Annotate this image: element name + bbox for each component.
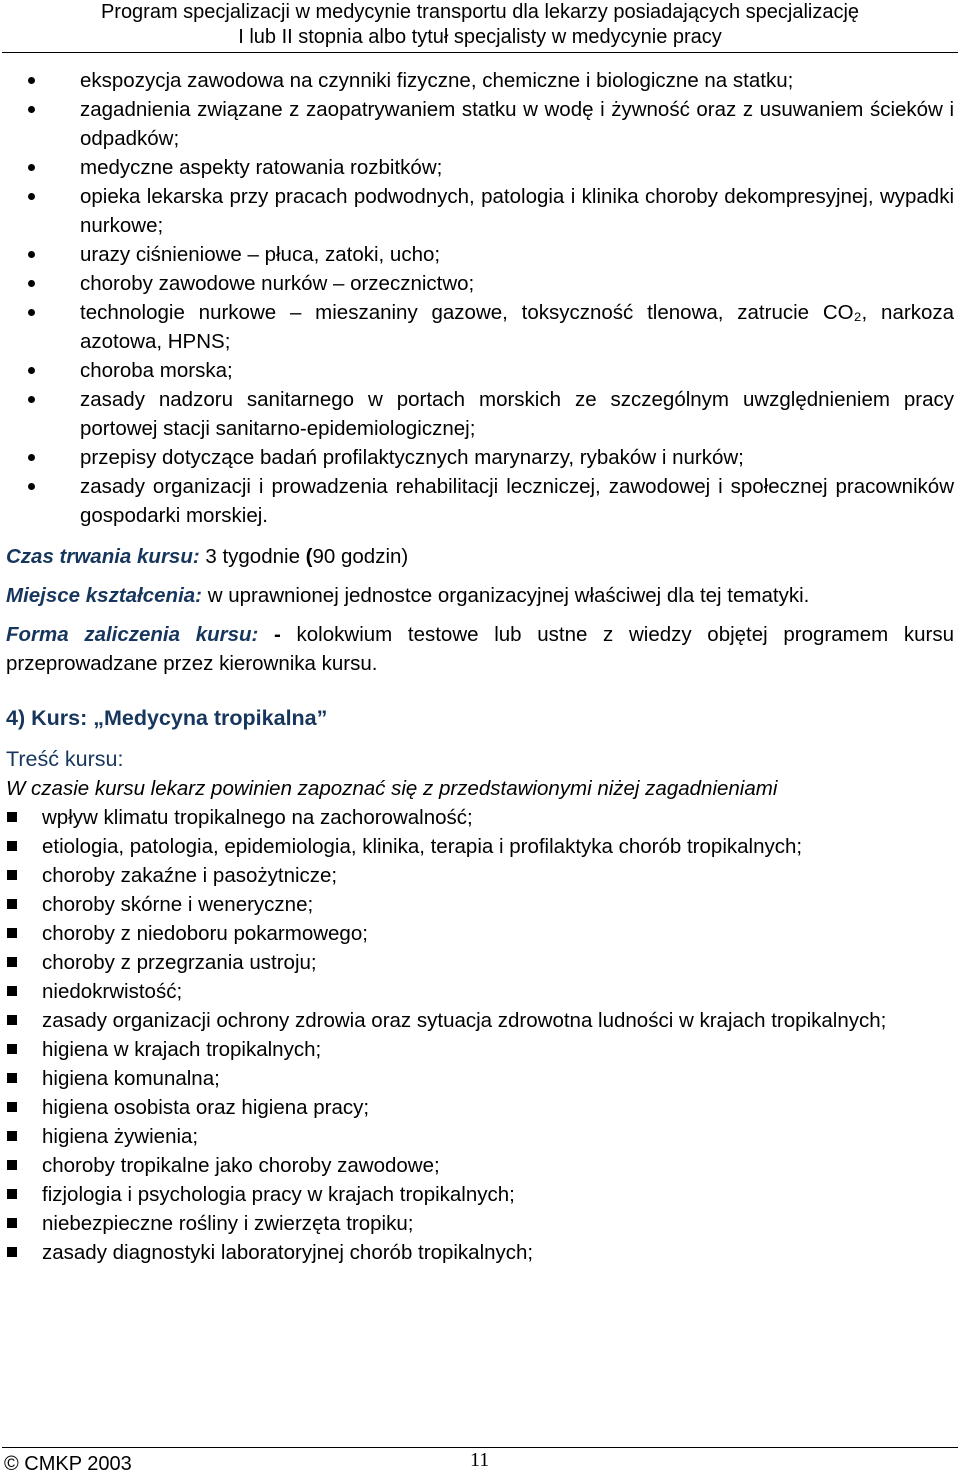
list-item: wpływ klimatu tropikalnego na zachorowalność;	[6, 803, 954, 832]
list-item: zasady organizacji i prowadzenia rehabilitacji leczniczej, zawodowej i społecznej pracowników gospodarki morskiej.	[6, 472, 954, 530]
footer-copyright: © CMKP 2003	[4, 1453, 132, 1475]
footer-divider	[2, 1447, 958, 1448]
list-item: opieka lekarska przy pracach podwodnych, patologia i klinika choroby dekompresyjnej, wypadki nurkowe;	[6, 182, 954, 240]
header-line-1: Program specjalizacji w medycynie transportu dla lekarzy posiadających specjalizację	[100, 1, 860, 23]
location-label: Miejsce kształcenia:	[6, 584, 202, 607]
square-bullet-icon	[7, 1218, 17, 1228]
bullet-icon	[28, 483, 35, 490]
location-value: w uprawnionej jednostce organizacyjnej właściwej dla tej tematyki.	[202, 584, 810, 607]
duration-paren: (	[305, 545, 313, 568]
bullet-icon	[28, 309, 35, 316]
duration-label: Czas trwania kursu:	[6, 545, 200, 568]
course-assessment	[6, 620, 954, 678]
tropical-topics-list	[6, 803, 954, 1267]
header-divider	[2, 52, 958, 53]
bullet-icon	[28, 106, 35, 113]
list-item: choroby tropikalne jako choroby zawodowe;	[6, 1151, 954, 1180]
bullet-icon	[28, 280, 35, 287]
assessment-dash: -	[258, 623, 281, 646]
bullet-icon	[28, 77, 35, 84]
list-item: niedokrwistość;	[6, 977, 954, 1006]
list-item: niebezpieczne rośliny i zwierzęta tropiku;	[6, 1209, 954, 1238]
square-bullet-icon	[7, 1044, 17, 1054]
course-location	[6, 581, 954, 610]
list-item: higiena w krajach tropikalnych;	[6, 1035, 954, 1064]
square-bullet-icon	[7, 1131, 17, 1141]
page-number: 11	[470, 1449, 490, 1471]
list-item: higiena osobista oraz higiena pracy;	[6, 1093, 954, 1122]
list-item: technologie nurkowe – mieszaniny gazowe, toksyczność tlenowa, zatrucie CO₂, narkoza azotowa, HPNS;	[6, 298, 954, 356]
list-item: zasady organizacji ochrony zdrowia oraz sytuacja zdrowotna ludności w krajach tropikalnych;	[6, 1006, 954, 1035]
list-item: urazy ciśnieniowe – płuca, zatoki, ucho;	[6, 240, 954, 269]
square-bullet-icon	[7, 928, 17, 938]
bullet-icon	[28, 454, 35, 461]
course-duration	[6, 542, 954, 571]
course-4-heading: 4) Kurs: „Medycyna tropikalna”	[6, 706, 328, 730]
duration-value-a: 3 tygodnie	[199, 545, 306, 568]
list-item: fizjologia i psychologia pracy w krajach tropikalnych;	[6, 1180, 954, 1209]
square-bullet-icon	[7, 986, 17, 996]
square-bullet-icon	[7, 1073, 17, 1083]
square-bullet-icon	[7, 1247, 17, 1257]
list-item: etiologia, patologia, epidemiologia, klinika, terapia i profilaktyka chorób tropikalnych;	[6, 832, 954, 861]
bullet-icon	[28, 164, 35, 171]
list-item: zagadnienia związane z zaopatrywaniem statku w wodę i żywność oraz z usuwaniem ścieków i odpadków;	[6, 95, 954, 153]
list-item: przepisy dotyczące badań profilaktycznych marynarzy, rybaków i nurków;	[6, 443, 954, 472]
square-bullet-icon	[7, 841, 17, 851]
list-item: choroby z niedoboru pokarmowego;	[6, 919, 954, 948]
square-bullet-icon	[7, 1160, 17, 1170]
list-item: ekspozycja zawodowa na czynniki fizyczne, chemiczne i biologiczne na statku;	[6, 66, 954, 95]
square-bullet-icon	[7, 1102, 17, 1112]
assessment-value: kolokwium testowe lub ustne z wiedzy objętej programem kursu przeprowadzane przez kierownika kursu.	[6, 623, 954, 675]
list-item: higiena żywienia;	[6, 1122, 954, 1151]
bullet-icon	[28, 251, 35, 258]
list-item: zasady nadzoru sanitarnego w portach morskich ze szczególnym uwzględnieniem pracy portowej stacji sanitarno-epidemiologicznej;	[6, 385, 954, 443]
list-item: choroby skórne i weneryczne;	[6, 890, 954, 919]
page-content	[6, 66, 954, 1267]
page-header	[0, 0, 960, 50]
duration-value-b: 90 godzin)	[312, 545, 409, 568]
list-item: choroby zawodowe nurków – orzecznictwo;	[6, 269, 954, 298]
square-bullet-icon	[7, 1015, 17, 1025]
list-item: choroby zakaźne i pasożytnicze;	[6, 861, 954, 890]
maritime-topics-list	[6, 66, 954, 530]
square-bullet-icon	[7, 870, 17, 880]
list-item: choroby z przegrzania ustroju;	[6, 948, 954, 977]
course-4-intro: W czasie kursu lekarz powinien zapoznać się z przedstawionymi niżej zagadnieniami	[6, 777, 778, 800]
bullet-icon	[28, 193, 35, 200]
list-item: higiena komunalna;	[6, 1064, 954, 1093]
bullet-icon	[28, 367, 35, 374]
square-bullet-icon	[7, 812, 17, 822]
content-label: Treść kursu:	[6, 747, 124, 771]
square-bullet-icon	[7, 899, 17, 909]
list-item: choroba morska;	[6, 356, 954, 385]
square-bullet-icon	[7, 1189, 17, 1199]
assessment-label: Forma zaliczenia kursu:	[6, 623, 259, 646]
bullet-icon	[28, 396, 35, 403]
list-item: zasady diagnostyki laboratoryjnej chorób tropikalnych;	[6, 1238, 954, 1267]
header-line-2: I lub II stopnia albo tytuł specjalisty w medycynie pracy	[238, 26, 722, 48]
list-item: medyczne aspekty ratowania rozbitków;	[6, 153, 954, 182]
square-bullet-icon	[7, 957, 17, 967]
